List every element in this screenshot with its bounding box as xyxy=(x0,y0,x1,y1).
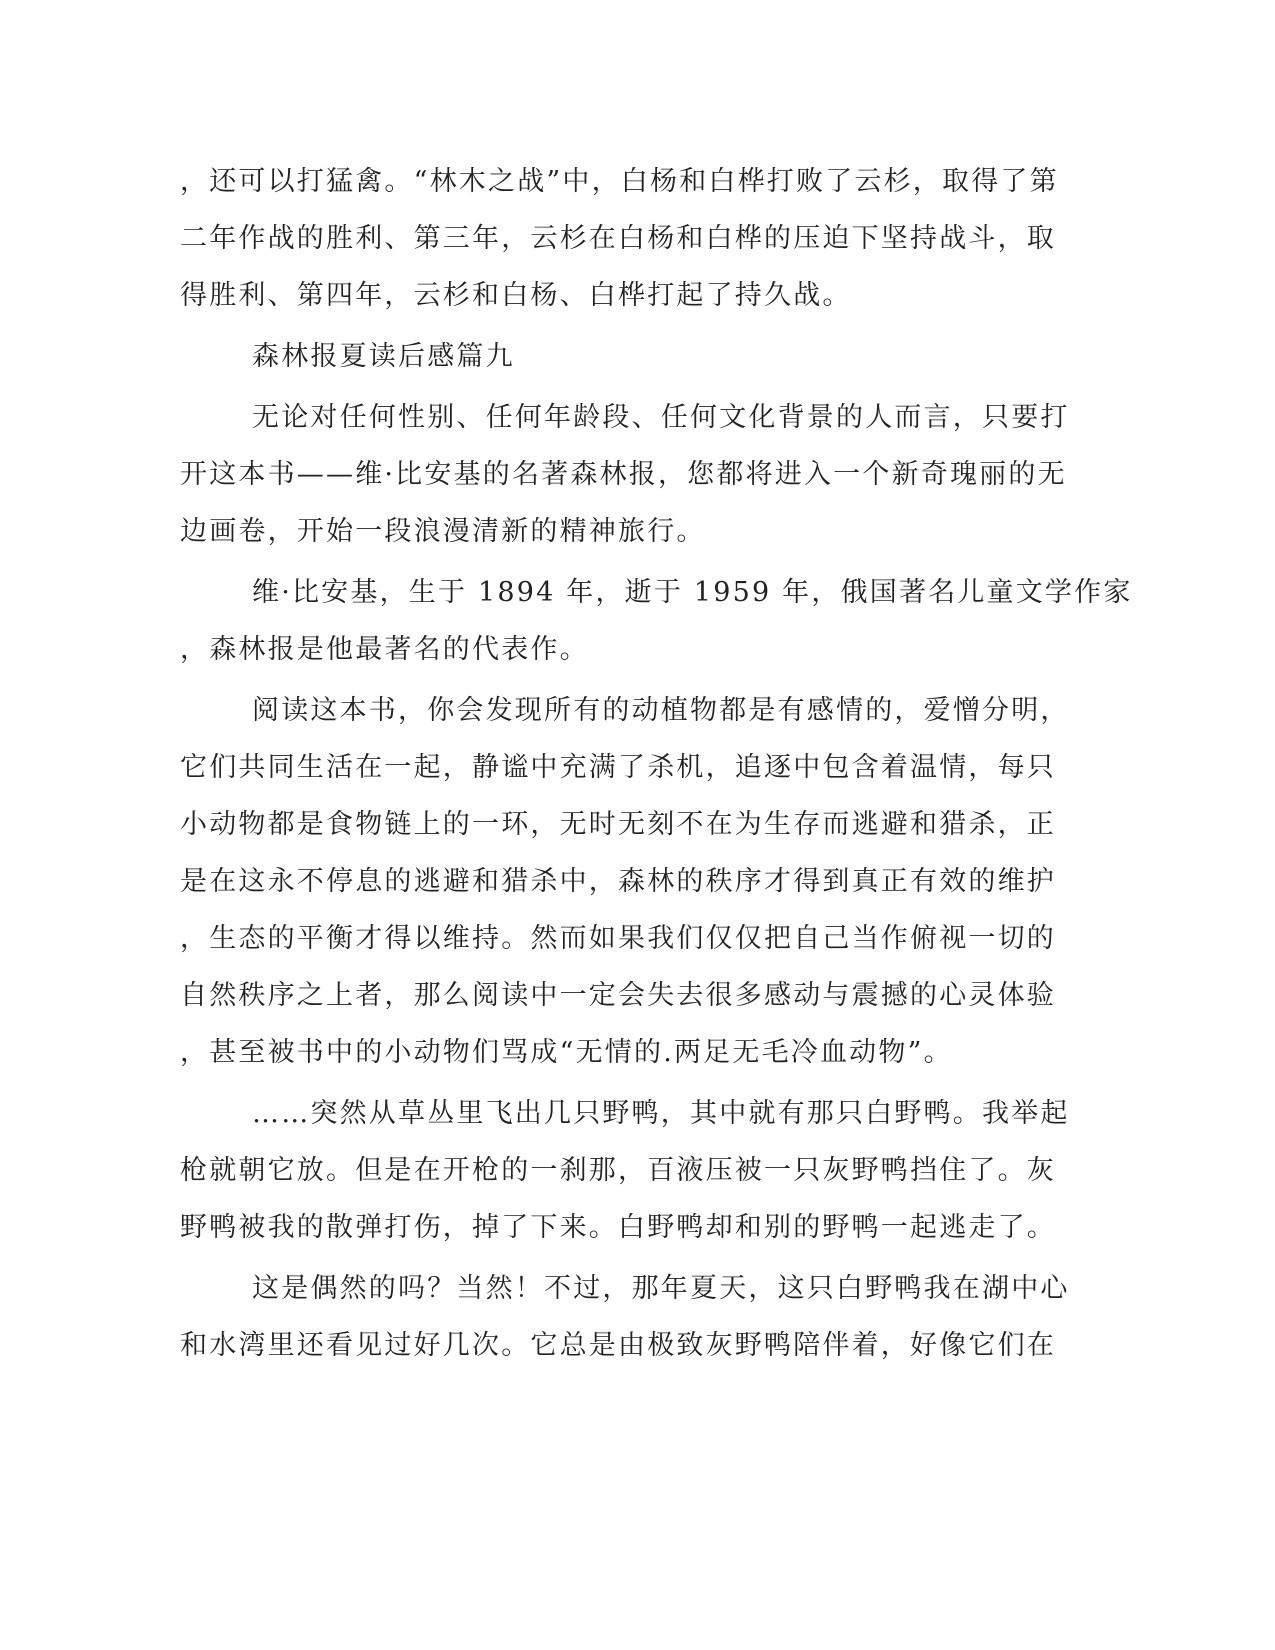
text-line: 自然秩序之上者，那么阅读中一定会失去很多感动与震撼的心灵体验 xyxy=(180,980,1056,1011)
section-heading: 森林报夏读后感篇九 xyxy=(252,341,515,372)
text-line: 和水湾里还看见过好几次。它总是由极致灰野鸭陪伴着，好像它们在 xyxy=(180,1330,1056,1361)
text-line: 阅读这本书，你会发现所有的动植物都是有感情的，爱憎分明， xyxy=(252,695,1070,726)
text-line: 野鸭被我的散弹打伤，掉了下来。白野鸭却和别的野鸭一起逃走了。 xyxy=(180,1212,1056,1243)
text-line: 它们共同生活在一起，静谧中充满了杀机，追逐中包含着温情，每只 xyxy=(180,752,1056,783)
text-line: ，还可以打猛禽。“林木之战”中，白杨和白桦打败了云杉，取得了第 xyxy=(180,166,1059,197)
text-line: 小动物都是食物链上的一环，无时无刻不在为生存而逃避和猎杀，正 xyxy=(180,809,1056,840)
text-line: ，森林报是他最著名的代表作。 xyxy=(180,634,589,665)
text-line: 维·比安基，生于 1894 年，逝于 1959 年，俄国著名儿童文学作家 xyxy=(252,577,1133,608)
text-line: ……突然从草丛里飞出几只野鸭，其中就有那只白野鸭。我举起 xyxy=(252,1098,1070,1129)
text-line: 边画卷，开始一段浪漫清新的精神旅行。 xyxy=(180,516,706,547)
text-line: 无论对任何性别、任何年龄段、任何文化背景的人而言，只要打 xyxy=(252,402,1070,433)
text-line: 二年作战的胜利、第三年，云杉在白杨和白桦的压迫下坚持战斗，取 xyxy=(180,223,1056,254)
text-line: ，生态的平衡才得以维持。然而如果我们仅仅把自己当作俯视一切的 xyxy=(180,923,1056,954)
text-line: 得胜利、第四年，云杉和白杨、白桦打起了持久战。 xyxy=(180,280,852,311)
text-line: ，甚至被书中的小动物们骂成“无情的.两足无毛冷血动物”。 xyxy=(180,1037,953,1068)
text-line: 这是偶然的吗？当然！不过，那年夏天，这只白野鸭我在湖中心 xyxy=(252,1273,1070,1304)
text-line: 开这本书——维·比安基的名著森林报，您都将进入一个新奇瑰丽的无 xyxy=(180,459,1067,490)
text-line: 枪就朝它放。但是在开枪的一刹那，百液压被一只灰野鸭挡住了。灰 xyxy=(180,1155,1056,1186)
text-line: 是在这永不停息的逃避和猎杀中，森林的秩序才得到真正有效的维护 xyxy=(180,866,1056,897)
